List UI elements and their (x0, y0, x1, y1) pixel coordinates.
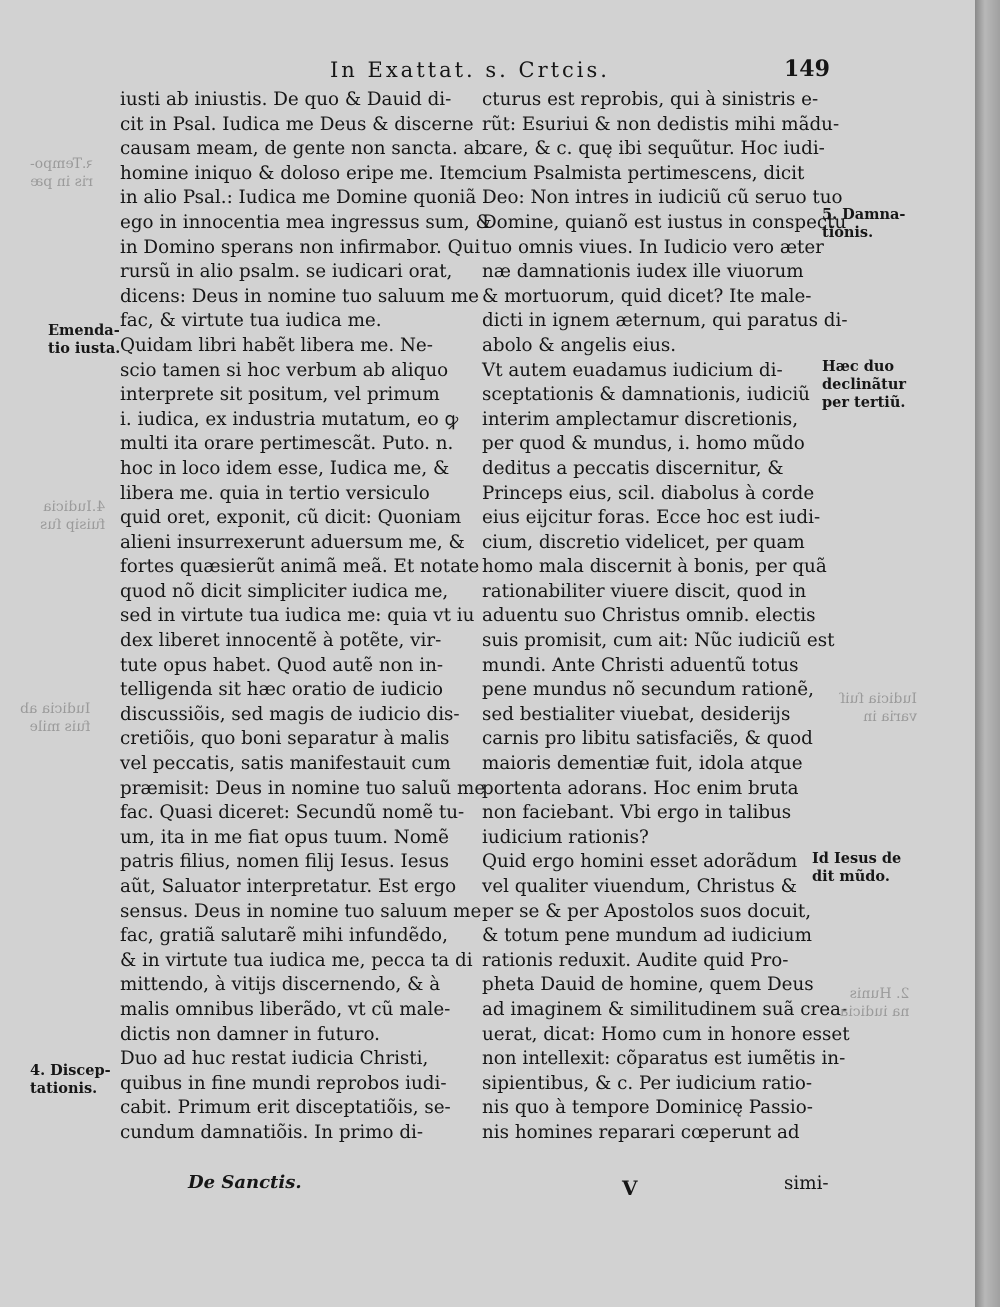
running-title: In Exattat. s. Crtcis. (330, 58, 610, 82)
right-column-line: non intellexit: cõparatus est iumẽtis in- (482, 1048, 846, 1070)
left-column-line: dictis non damner in futuro. (120, 1023, 380, 1045)
right-column-line: Domine, quianõ est iustus in conspectu (482, 211, 847, 233)
left-column-line: interprete sit positum, vel primum (120, 384, 440, 406)
right-column-line: eius eijcitur foras. Ecce hoc est iudi- (482, 507, 821, 529)
right-column-line: Vt autem euadamus iudicium di- (482, 359, 783, 381)
right-column-line: deditus a peccatis discernitur, & (482, 457, 784, 479)
left-column-line: tute opus habet. Quod autẽ non in- (120, 654, 444, 676)
left-column-line: cundum damnatiõis. In primo di- (120, 1121, 424, 1143)
left-column-line: malis omnibus liberãdo, vt cũ male- (120, 998, 451, 1020)
right-column-line: per se & per Apostolos suos docuit, (482, 900, 812, 922)
right-column (482, 88, 850, 1146)
left-column-line: fac, & virtute tua iudica me. (120, 310, 382, 332)
left-column-line: multi ita orare pertimescãt. Puto. n. (120, 433, 454, 455)
left-column-line: cabit. Primum erit disceptatiõis, se- (120, 1097, 451, 1119)
right-column-line: portenta adorans. Hoc enim bruta (482, 777, 799, 799)
left-column-line: telligenda sit hæc oratio de iudicio (120, 679, 444, 701)
left-column-line: dicens: Deus in nomine tuo saluum me (120, 285, 479, 307)
left-column-line: iusti ab iniustis. De quo & Dauid di- (120, 89, 452, 110)
right-column-line: ad imaginem & similitudinem suã crea- (482, 998, 848, 1020)
show-through-text: ꝛ.Tempo- ris in pæ (30, 156, 94, 190)
left-column-line: causam meam, de gente non sancta. ab (120, 138, 487, 160)
left-column-line: hoc in loco idem esse, Iudica me, & (120, 457, 450, 479)
right-column-line: Quid ergo homini esset adorãdum (482, 851, 798, 873)
show-through-text: Iudicia ſuiſ varia in (840, 691, 917, 725)
right-column-line: uerat, dicat: Homo cum in honore esset (482, 1023, 850, 1045)
left-column-line: Duo ad huc restat iudicia Christi, (120, 1048, 429, 1070)
right-column-line: care, & c. quę ibi sequũtur. Hoc iudi- (482, 138, 825, 160)
right-column-line: iudicium rationis? (482, 826, 649, 848)
left-column-line: vel peccatis, satis manifestauit cum (120, 753, 451, 775)
right-column-line: non faciebant. Vbi ergo in talibus (482, 802, 792, 824)
left-column-line: discussiõis, sed magis de iudicio dis- (120, 703, 460, 725)
right-column-line: cturus est reprobis, qui à sinistris e- (482, 89, 819, 110)
margin-note-emendatio: Emenda- tio iusta. (48, 322, 121, 357)
show-through-text: Iudicia ab fuis mile (20, 701, 91, 735)
left-column-line: ego in innocentia mea ingressus sum, & (120, 211, 492, 233)
left-column-line: fac, gratiã salutarẽ mihi infundẽdo, (120, 925, 448, 947)
right-column-line: dicti in ignem æternum, qui paratus di- (482, 310, 848, 332)
right-column-line: vel qualiter viuendum, Christus & (482, 876, 797, 897)
signature-mark: V (622, 1176, 638, 1200)
left-column-line: aũt, Saluator interpretatur. Est ergo (120, 876, 457, 897)
left-column-line: & in virtute tua iudica me, pecca ta di (120, 949, 473, 971)
right-column-line: sed bestialiter viuebat, desiderijs (482, 703, 791, 725)
left-column-line: libera me. quia in tertio versiculo (120, 482, 430, 504)
right-column-line: cium, discretio videlicet, per quam (482, 531, 805, 553)
left-column-line: in Domino sperans non infirmabor. Qui (120, 236, 481, 258)
right-column-line: interim amplectamur discretionis, (482, 408, 799, 430)
left-column-line: cit in Psal. Iudica me Deus & discerne (120, 113, 474, 135)
right-column-line: pene mundus nõ secundum rationẽ, (482, 679, 814, 701)
margin-note-damnationis: 5. Damna- tionis. (822, 206, 906, 241)
catchword: De Sanctis. (188, 1172, 302, 1193)
right-column-line: & mortuorum, quid dicet? Ite male- (482, 285, 812, 307)
right-column-line: rationis reduxit. Audite quid Pro- (482, 949, 789, 971)
left-column-line: cretiõis, quo boni separatur à malis (120, 728, 450, 750)
left-column-line: quid oret, exponit, cũ dicit: Quoniam (120, 507, 462, 529)
right-column-line: sceptationis & damnationis, iudiciũ (482, 384, 810, 406)
right-column-line: & totum pene mundum ad iudicium (482, 925, 812, 947)
left-column-line: mittendo, à vitijs discernendo, & à (120, 974, 441, 996)
left-column-line: patris filius, nomen filij Iesus. Iesus (120, 851, 450, 873)
right-column-line: per quod & mundus, i. homo mũdo (482, 433, 805, 455)
right-column-line: aduentu suo Christus omnib. electis (482, 605, 816, 627)
left-column-line: sensus. Deus in nomine tuo saluum me (120, 900, 482, 922)
left-column-line: alieni insurrexerunt aduersum me, & (120, 531, 465, 553)
left-column-line: Quidam libri habẽt libera me. Ne- (120, 334, 433, 356)
right-column-line: suis promisit, cum ait: Nũc iudiciũ est (482, 630, 835, 652)
left-column-line: dex liberet innocentẽ à potẽte, vir- (120, 630, 442, 652)
left-column-line: fac. Quasi diceret: Secundũ nomẽ tu- (120, 802, 465, 824)
left-column-line: quod nõ dicit simpliciter iudica me, (120, 580, 449, 602)
margin-note-disceptationis: 4. Discep- tationis. (30, 1062, 111, 1097)
show-through-text: 4.Iudicia fuisip ſus (40, 499, 106, 533)
left-column-line: scio tamen si hoc verbum ab aliquo (120, 359, 449, 381)
right-column-line: Princeps eius, scil. diabolus à corde (482, 482, 815, 504)
left-column-line: rursũ in alio psalm. se iudicari orat, (120, 261, 453, 283)
right-column-line: rũt: Esuriui & non dedistis mihi mãdu- (482, 113, 840, 135)
right-column-line: rationabiliter viuere discit, quod in (482, 580, 807, 602)
right-column-line: abolo & angelis eius. (482, 334, 677, 356)
right-column-line: maioris dementiæ fuit, idola atque (482, 753, 803, 775)
page-number: 149 (784, 56, 830, 82)
right-column-line: nis quo à tempore Dominicę Passio- (482, 1097, 813, 1119)
show-through-text: 2. Hunis na iudicia (840, 986, 910, 1020)
left-column (120, 88, 492, 1146)
margin-note-id-iesus: Id Iesus de dit mũdo. (812, 850, 902, 885)
right-column-line: pheta Dauid de homine, quem Deus (482, 974, 814, 996)
left-column-line: præmisit: Deus in nomine tuo saluũ me (120, 777, 486, 799)
right-column-line: tuo omnis viues. In Iudicio vero æter (482, 236, 824, 258)
margin-note-haec-duo: Hæc duo declinãtur per tertiũ. (822, 358, 907, 411)
right-column-line: mundi. Ante Christi aduentũ totus (482, 654, 799, 676)
page-edge-shadow (975, 0, 1000, 1307)
right-column-line: Deo: Non intres in iudiciũ cũ seruo tuo (482, 187, 843, 209)
left-column-line: homine iniquo & doloso eripe me. Item (120, 162, 483, 184)
left-column-line: quibus in fine mundi reprobos iudi- (120, 1072, 447, 1094)
left-column-line: um, ita in me fiat opus tuum. Nomẽ (120, 826, 449, 848)
right-catchword: simi- (784, 1173, 829, 1194)
left-column-line: sed in virtute tua iudica me: quia vt iu (120, 605, 475, 627)
left-column-line: fortes quæsierũt animã meã. Et notate (120, 556, 480, 578)
right-column-line: cium Psalmista pertimescens, dicit (482, 162, 805, 184)
right-column-line: nis homines reparari cœperunt ad (482, 1121, 800, 1143)
right-column-line: carnis pro libitu satisfaciẽs, & quod (482, 728, 813, 750)
left-column-line: i. iudica, ex industria mutatum, eo ꝙ (120, 408, 459, 430)
left-column-line: in alio Psal.: Iudica me Domine quoniã (120, 187, 477, 209)
right-column-line: sipientibus, & c. Per iudicium ratio- (482, 1072, 813, 1094)
right-column-line: næ damnationis iudex ille viuorum (482, 261, 804, 283)
right-column-line: homo mala discernit à bonis, per quã (482, 556, 827, 578)
